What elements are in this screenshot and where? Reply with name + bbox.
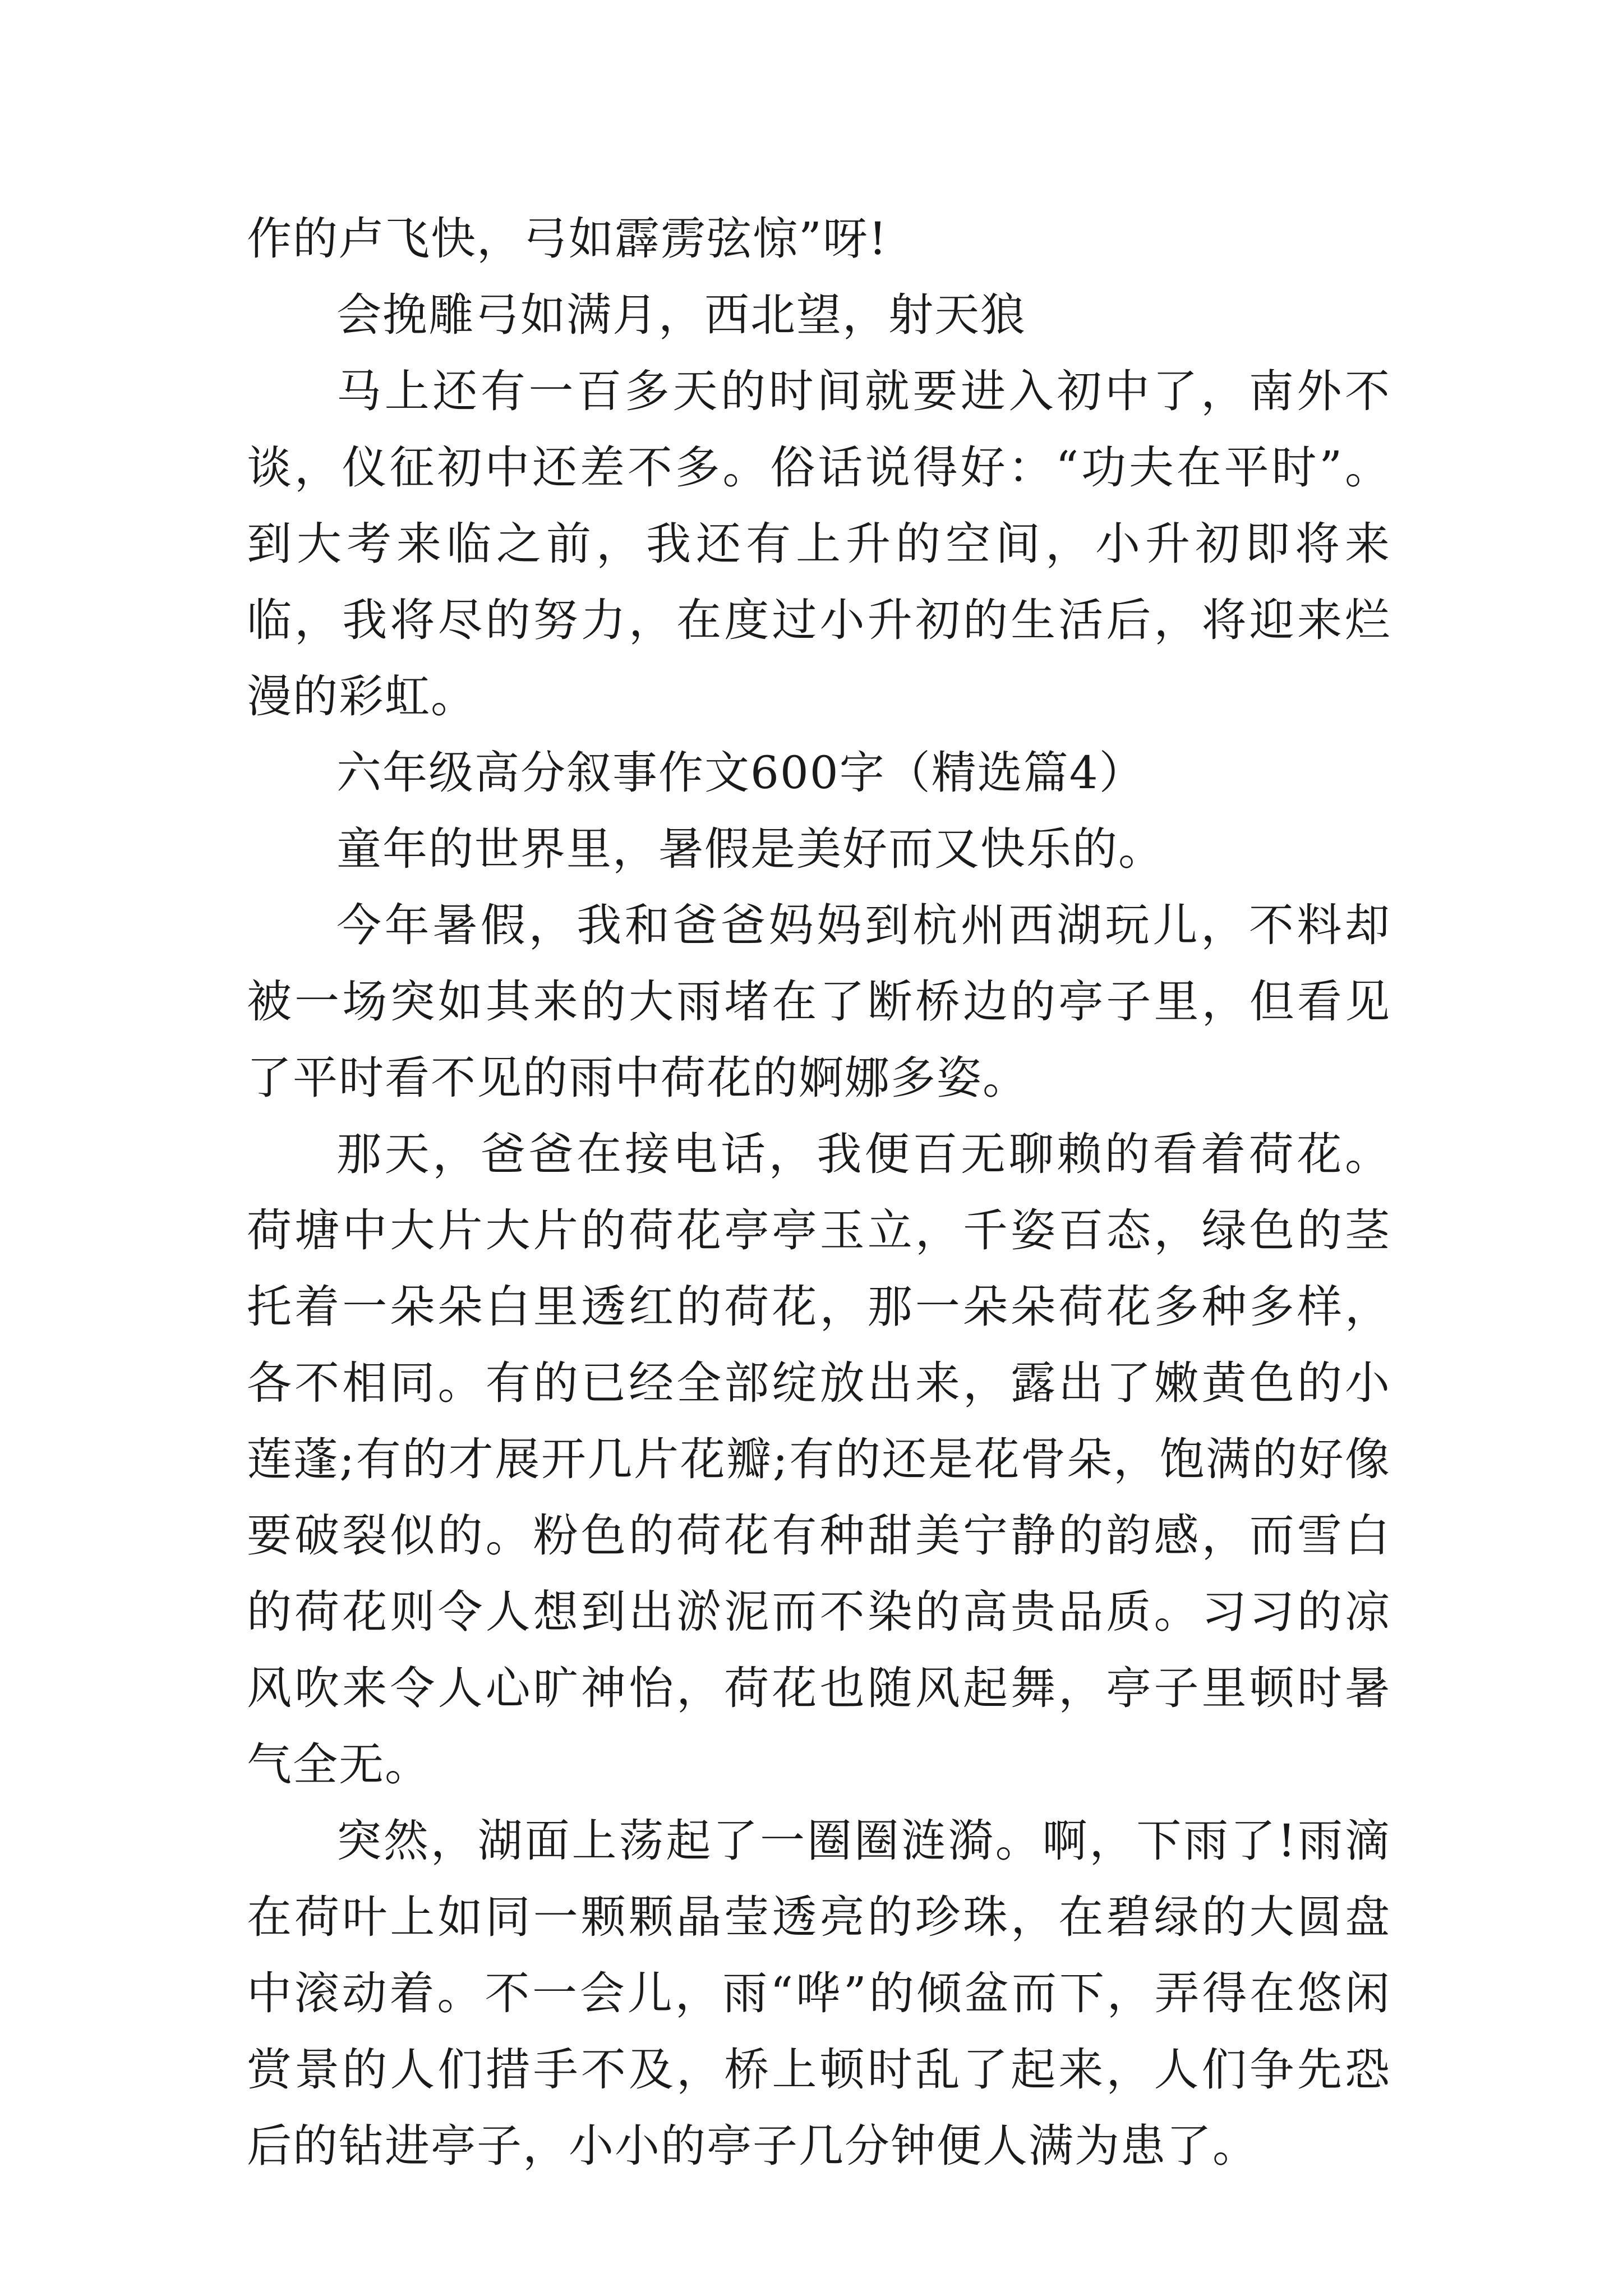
section-heading: 六年级高分叙事作文600字（精选篇4） [336,747,1145,799]
paragraph-lotus: 那天，爸爸在接电话，我便百无聊赖的看着荷花。荷塘中大片大片的荷花亭亭玉立，千姿百态，绿色的茎托着一朵朵白里透红的荷花，那一朵朵荷花多种多样，各不相同。有的已经全部绽放出来，露出了嫩黄色的小莲蓬;有的才展开几片花瓣;有的还是花骨朵，饱满的好像要破裂似的。粉色的荷花有种甜美宁静的韵感，而雪白的荷花则令人想到出淤泥而不染的高贵品质。习习的凉风吹来令人心旷神怡，荷花也随风起舞，亭子里顿时暑气全无。 [247,1128,1391,1791]
paragraph-west-lake: 今年暑假，我和爸爸妈妈到杭州西湖玩儿，不料却被一场突如其来的大雨堵在了断桥边的亭子里，但看见了平时看不见的雨中荷花的婀娜多姿。 [247,899,1391,1104]
paragraph-continuation: 作的卢飞快，弓如霹雳弦惊”呀! [247,213,888,265]
document-body [247,201,1391,2184]
paragraph-junior-high: 马上还有一百多天的时间就要进入初中了，南外不谈，仪征初中还差不多。俗话说得好：“功夫在平时”。到大考来临之前，我还有上升的空间，小升初即将来临，我将尽的努力，在度过小升初的生活后，将迎来烂漫的彩虹。 [247,365,1391,723]
paragraph-poem-line: 会挽雕弓如满月，西北望，射天狼 [336,289,1026,341]
paragraph-childhood: 童年的世界里，暑假是美好而又快乐的。 [336,823,1164,875]
paragraph-rain: 突然，湖面上荡起了一圈圈涟漪。啊，下雨了!雨滴在荷叶上如同一颗颗晶莹透亮的珍珠，在碧绿的大圆盘中滚动着。不一会儿，雨“哗”的倾盆而下，弄得在悠闲赏景的人们措手不及，桥上顿时乱了起来，人们争先恐后的钻进亭子，小小的亭子几分钟便人满为患了。 [247,1815,1391,2172]
